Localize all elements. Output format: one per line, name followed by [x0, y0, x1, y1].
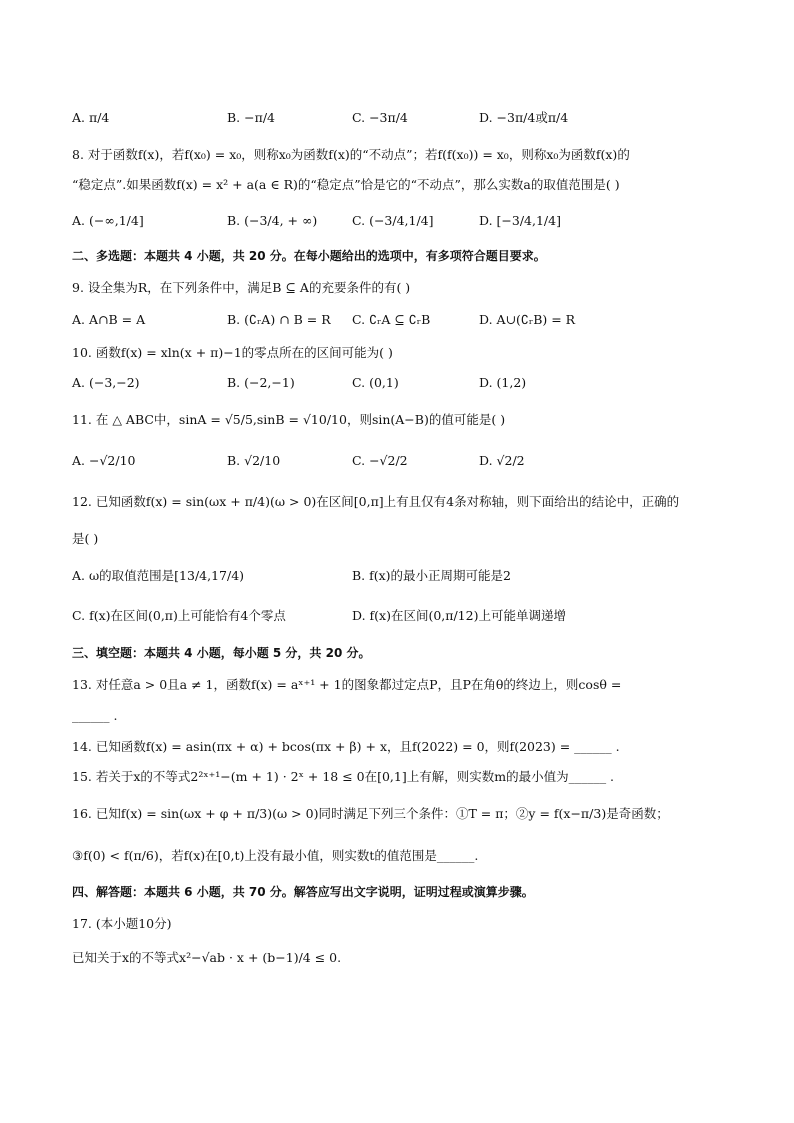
q9-option-b: B. (∁ᵣA) ∩ B = R [227, 312, 331, 327]
q9-stem: 9. 设全集为R，在下列条件中，满足B ⊆ A的充要条件的有( ) [72, 280, 411, 295]
q14-stem: 14. 已知函数f(x) = asin(πx + α) + bcos(πx + β) + x，且f(2022) = 0，则f(2023) = ______ . [72, 739, 620, 754]
q9-option-c: C. ∁ᵣA ⊆ ∁ᵣB [352, 312, 431, 327]
q16-stem-line2: ③f(0) < f(π/6)，若f(x)在[0,t)上没有最小值，则实数t的值范围是______. [72, 848, 479, 863]
q8-option-d: D. [−3/4,1/4] [479, 213, 561, 228]
q16-stem-line1: 16. 已知f(x) = sin(ωx + φ + π/3)(ω > 0)同时满足下列三个条件：①T = π；②y = f(x−π/3)是奇函数； [72, 806, 669, 821]
q13-stem-line2: ______ . [72, 708, 118, 723]
q11-option-c: C. −√2/2 [352, 453, 408, 468]
q8-option-a: A. (−∞,1/4] [72, 213, 144, 228]
q12-option-a: A. ω的取值范围是[13/4,17/4) [72, 568, 245, 583]
q10-option-d: D. (1,2) [479, 375, 527, 390]
q8-stem-line2: “稳定点”.如果函数f(x) = x² + a(a ∈ R)的“稳定点”恰是它的“不动点”，那么实数a的取值范围是( ) [72, 177, 620, 192]
section-3-title: 三、填空题：本题共 4 小题，每小题 5 分，共 20 分。 [72, 646, 371, 660]
q12-stem-line2: 是( ) [72, 531, 99, 546]
q12-option-d: D. f(x)在区间(0,π/12)上可能单调递增 [352, 608, 566, 623]
q11-option-a: A. −√2/10 [72, 453, 136, 468]
q7-option-c: C. −3π/4 [352, 110, 408, 125]
q17-header: 17. (本小题10分) [72, 916, 172, 931]
q12-option-b: B. f(x)的最小正周期可能是2 [352, 568, 512, 583]
q8-option-c: C. (−3/4,1/4] [352, 213, 434, 228]
q7-option-b: B. −π/4 [227, 110, 275, 125]
q15-stem: 15. 若关于x的不等式2²ˣ⁺¹−(m + 1) · 2ˣ + 18 ≤ 0在[0,1]上有解，则实数m的最小值为______ . [72, 769, 615, 784]
section-4-title: 四、解答题：本题共 6 小题，共 70 分。解答应写出文字说明，证明过程或演算步骤。 [72, 885, 534, 899]
q7-option-a: A. π/4 [72, 110, 110, 125]
q9-option-d: D. A∪(∁ᵣB) = R [479, 312, 576, 327]
q10-option-c: C. (0,1) [352, 375, 399, 390]
q8-stem-line1: 8. 对于函数f(x)，若f(x₀) = x₀，则称x₀为函数f(x)的“不动点”；若f(f(x₀)) = x₀，则称x₀为函数f(x)的 [72, 147, 630, 162]
q10-option-a: A. (−3,−2) [72, 375, 140, 390]
q9-option-a: A. A∩B = A [72, 312, 146, 327]
q11-option-b: B. √2/10 [227, 453, 281, 468]
q13-stem-line1: 13. 对任意a > 0且a ≠ 1，函数f(x) = aˣ⁺¹ + 1的图象都过定点P，且P在角θ的终边上，则cosθ = [72, 677, 622, 692]
q11-option-d: D. √2/2 [479, 453, 525, 468]
q17-stem: 已知关于x的不等式x²−√ab · x + (b−1)/4 ≤ 0. [72, 950, 342, 965]
section-2-title: 二、多选题：本题共 4 小题，共 20 分。在每小题给出的选项中，有多项符合题目要求。 [72, 249, 546, 263]
q8-option-b: B. (−3/4, + ∞) [227, 213, 318, 228]
q12-option-c: C. f(x)在区间(0,π)上可能恰有4个零点 [72, 608, 286, 623]
q11-stem: 11. 在 △ ABC中，sinA = √5/5,sinB = √10/10，则sin(A−B)的值可能是( ) [72, 412, 506, 427]
q10-option-b: B. (−2,−1) [227, 375, 295, 390]
q12-stem-line1: 12. 已知函数f(x) = sin(ωx + π/4)(ω > 0)在区间[0,π]上有且仅有4条对称轴，则下面给出的结论中，正确的 [72, 494, 680, 509]
q10-stem: 10. 函数f(x) = xln(x + π)−1的零点所在的区间可能为( ) [72, 345, 393, 360]
q7-option-d: D. −3π/4或π/4 [479, 110, 569, 125]
